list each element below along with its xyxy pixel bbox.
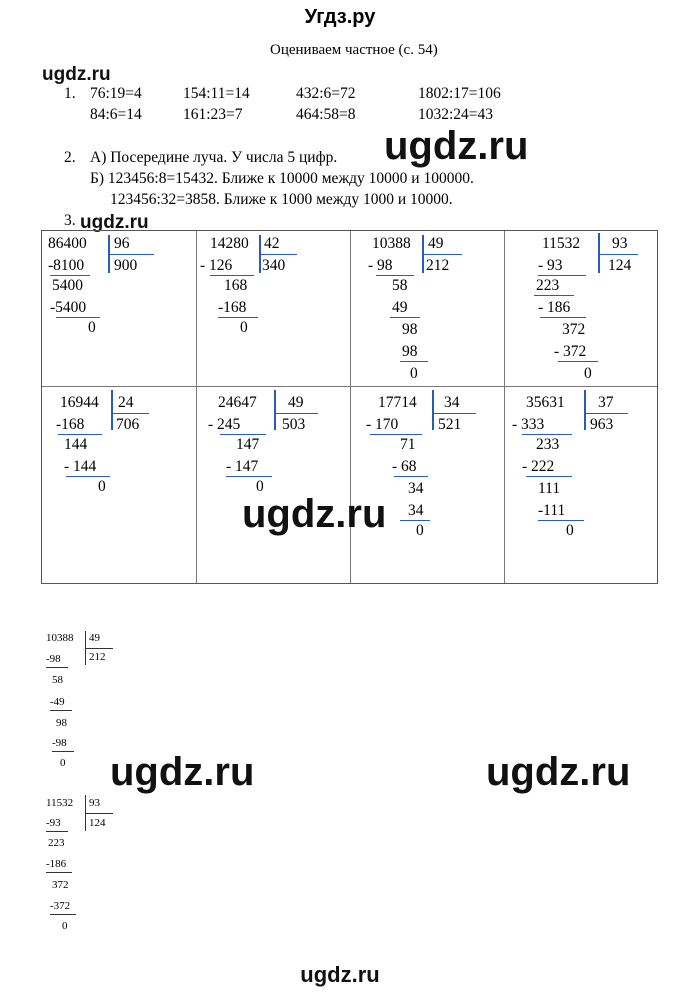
divisor: 49: [89, 632, 100, 644]
step: 144: [64, 436, 88, 453]
equation: 76:19=4: [90, 85, 142, 102]
step: 372: [52, 879, 69, 891]
step: 168: [224, 277, 248, 294]
step: 98: [56, 717, 67, 729]
watermark: ugdz.ru: [242, 492, 387, 536]
equation: 161:23=7: [183, 106, 243, 123]
dividend: 17714: [378, 394, 417, 411]
equation: 84:6=14: [90, 106, 142, 123]
step: - 170: [366, 416, 399, 433]
dividend: 35631: [526, 394, 565, 411]
step: 111: [538, 480, 561, 497]
divisor: 42: [264, 235, 280, 252]
step: 0: [98, 478, 106, 495]
task-number: 2.: [64, 149, 76, 166]
step: -8100: [48, 257, 85, 274]
step: - 186: [538, 299, 571, 316]
step: 372: [562, 321, 586, 338]
step: 0: [240, 319, 248, 336]
division-cell: [350, 231, 504, 407]
step: 58: [52, 674, 63, 686]
dividend: 11532: [46, 797, 74, 809]
dividend: 24647: [218, 394, 257, 411]
dividend: 16944: [60, 394, 99, 411]
step: -111: [538, 502, 566, 519]
step: -372: [50, 900, 71, 912]
step: -168: [56, 416, 85, 433]
watermark: ugdz.ru: [110, 750, 255, 794]
step: 34: [408, 480, 424, 497]
answer-line: А) Посередине луча. У числа 5 цифр.: [90, 149, 338, 166]
step: - 144: [64, 458, 97, 475]
step: - 68: [392, 458, 417, 475]
step: 223: [48, 837, 65, 849]
division-cell: [504, 231, 658, 407]
page-subtitle: Оцениваем частное (с. 54): [270, 42, 438, 58]
task-number: 1.: [64, 85, 76, 102]
quotient: 963: [590, 416, 614, 433]
divisor: 93: [89, 797, 100, 809]
quotient: 212: [426, 257, 450, 274]
step: 58: [392, 277, 408, 294]
dividend: 10388: [46, 632, 74, 644]
quotient: 124: [89, 817, 106, 829]
quotient: 900: [114, 257, 138, 274]
dividend: 86400: [48, 235, 87, 252]
task-number: 3.: [64, 212, 76, 229]
division-cell: [42, 231, 196, 407]
divisor: 93: [612, 235, 628, 252]
step: 147: [236, 436, 260, 453]
step: -5400: [50, 299, 87, 316]
step: -93: [46, 817, 61, 829]
dividend: 14280: [210, 235, 249, 252]
quotient: 212: [89, 651, 106, 663]
step: 0: [62, 920, 68, 932]
site-title: Угдз.ру: [304, 6, 376, 28]
division-cell: [196, 231, 350, 407]
step: - 147: [226, 458, 259, 475]
step: 98: [402, 321, 418, 338]
step: 233: [536, 436, 560, 453]
equation: 1032:24=43: [418, 106, 494, 123]
quotient: 503: [282, 416, 306, 433]
step: 223: [536, 277, 560, 294]
step: - 222: [522, 458, 555, 475]
step: - 126: [200, 257, 233, 274]
step: 0: [584, 365, 592, 382]
step: - 93: [538, 257, 563, 274]
watermark: ugdz.ru: [42, 64, 111, 85]
division-cell: [42, 386, 196, 562]
divisor: 37: [598, 394, 614, 411]
watermark: ugdz.ru: [384, 124, 529, 168]
divisor: 34: [444, 394, 460, 411]
step: -98: [46, 653, 61, 665]
step: 0: [60, 757, 66, 769]
divisor: 24: [118, 394, 134, 411]
divisor: 49: [288, 394, 304, 411]
division-cell: [504, 386, 658, 562]
answer-line: 123456:32=3858. Ближе к 1000 между 1000 и 10000.: [110, 191, 453, 208]
divisor: 96: [114, 235, 130, 252]
watermark: ugdz.ru: [80, 212, 149, 233]
step: 0: [416, 522, 424, 539]
step: - 245: [208, 416, 241, 433]
step: -168: [218, 299, 247, 316]
step: 49: [392, 299, 408, 316]
step: 0: [566, 522, 574, 539]
step: 0: [88, 319, 96, 336]
equation: 464:58=8: [296, 106, 356, 123]
step: 71: [400, 436, 416, 453]
equation: 1802:17=106: [418, 85, 501, 102]
quotient: 521: [438, 416, 462, 433]
step: -49: [50, 696, 65, 708]
watermark: ugdz.ru: [486, 750, 631, 794]
step: -186: [46, 858, 67, 870]
dividend: 11532: [542, 235, 581, 252]
step: 0: [410, 365, 418, 382]
answer-line: Б) 123456:8=15432. Ближе к 10000 между 10000 и 100000.: [90, 170, 474, 187]
quotient: 340: [262, 257, 286, 274]
dividend: 10388: [372, 235, 411, 252]
step: 5400: [52, 277, 83, 294]
step: - 333: [512, 416, 545, 433]
step: 0: [256, 478, 264, 495]
step: - 98: [368, 257, 393, 274]
watermark-footer: ugdz.ru: [300, 962, 380, 987]
step: 98: [402, 343, 418, 360]
equation: 432:6=72: [296, 85, 356, 102]
quotient: 706: [116, 416, 140, 433]
step: -98: [52, 737, 67, 749]
step: - 372: [554, 343, 587, 360]
divisor: 49: [428, 235, 444, 252]
quotient: 124: [608, 257, 632, 274]
step: 34: [408, 502, 424, 519]
equation: 154:11=14: [183, 85, 250, 102]
